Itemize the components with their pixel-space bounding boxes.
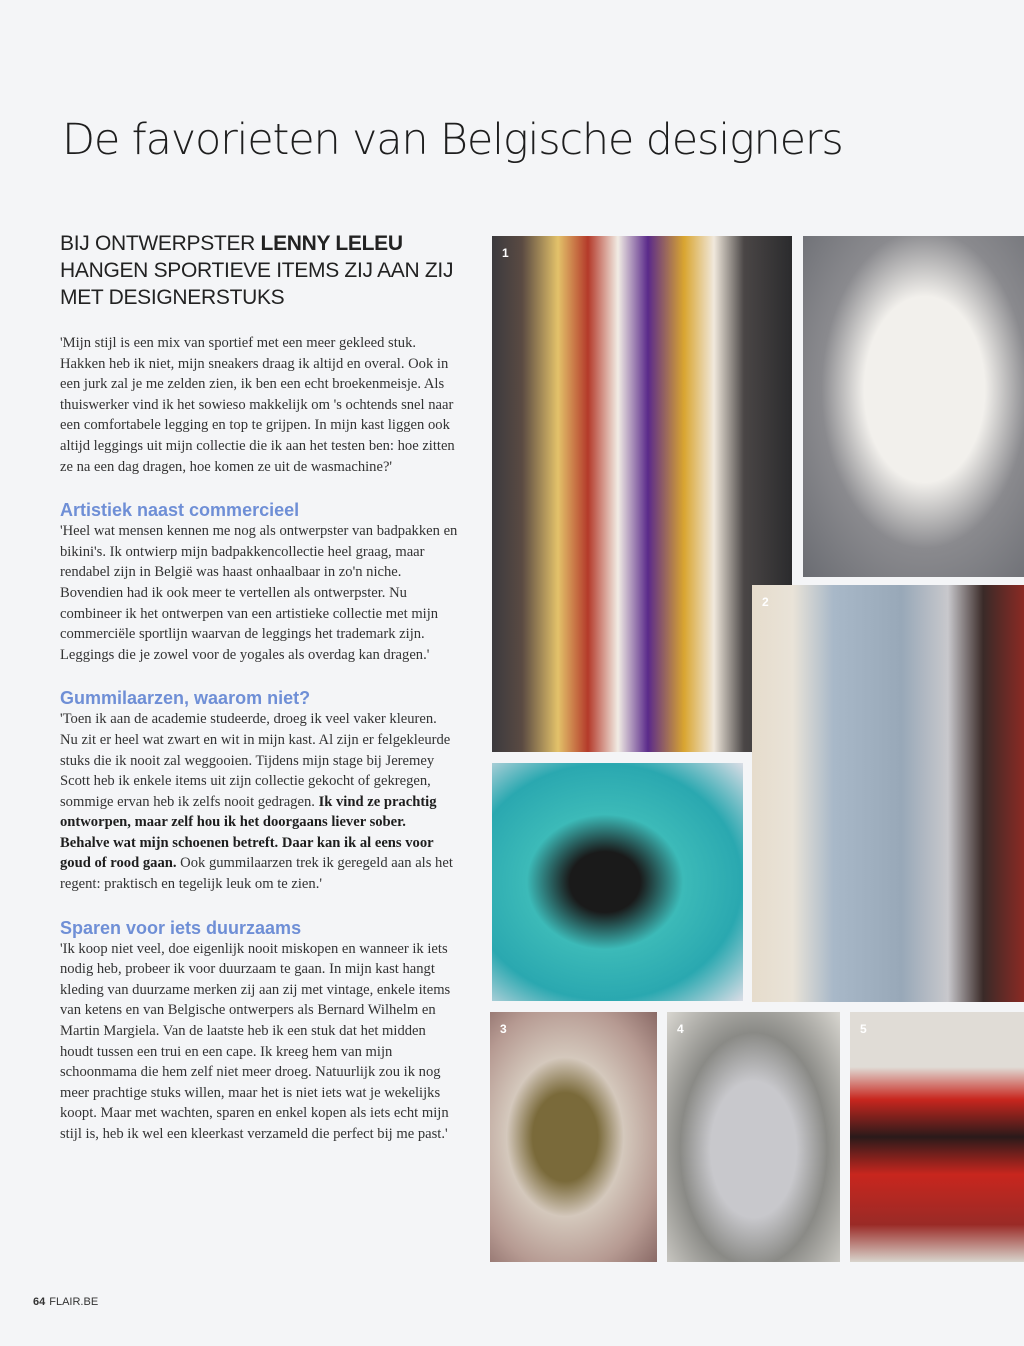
photo-plaid-shirt	[850, 1012, 1024, 1262]
photo-scarf-jacket	[492, 236, 792, 752]
site-name: FLAIR.BE	[49, 1296, 99, 1308]
section-heading: Sparen voor iets duurzaams	[60, 917, 302, 938]
text: Ook gummilaarzen trek ik geregeld aan als het regent: praktisch en tegelijk leuk om te zien.'	[60, 855, 453, 893]
paragraph: 'Heel wat mensen kennen me nog als ontwerpster van badpakken en bikini's. Ik ontwierp mijn badpakkencollectie heel graag, maar rendabel zijn in België was haast onhaalbaar in zo'n niche. Bovendien had ik ook meer te vertellen als ontwerpster. Nu combineer ik het ontwerpen van een artistieke collectie met mijn commerciële sportlijn waarvan de leggings het trademark zijn. Leggings die je zowel voor de yogales als overdag kan dragen.'	[60, 523, 458, 663]
photo-sunglasses	[492, 763, 743, 1001]
bold-text: Ik vind ze prachtig ontworpen, maar zelf hou ik het doorgaans liever sober. Behalve wat mijn schoenen betreft. Daar kan ik al eens voor goud of rood gaan.	[60, 793, 437, 872]
designer-name: LENNY LELEU	[260, 232, 403, 255]
intro-post: HANGEN SPORTIEVE ITEMS ZIJ AAN ZIJ MET DESIGNERSTUKS	[60, 259, 454, 309]
photo-artwork-wall	[803, 236, 1024, 577]
page-title: De favorieten van Belgische designers	[62, 114, 843, 165]
photo-necklace	[490, 1012, 657, 1262]
text: 'Toen ik aan de academie studeerde, droeg ik veel vaker kleuren. Nu zit er heel wat zwart en wit in mijn kast. Al zijn er felgekleurde stuks die ik nooit zal weggooien. Tijdens mijn stage bij Jeremey Scott heb ik enkele items uit zijn collectie gekocht of gekregen, sommige ervan heb ik zelfs nooit gedragen.	[60, 711, 451, 810]
photo-leather-jacket	[752, 585, 1024, 1002]
photo-number: 2	[762, 595, 769, 609]
photo-number: 1	[502, 246, 509, 260]
intro-heading	[60, 230, 460, 311]
intro-pre: BIJ ONTWERPSTER	[60, 232, 261, 255]
article-body	[60, 333, 458, 1167]
page-footer	[33, 1296, 98, 1308]
section-heading: Artistiek naast commercieel	[60, 500, 300, 521]
photo-number: 4	[677, 1022, 684, 1036]
photo-sneakers	[667, 1012, 840, 1262]
paragraph-intro: 'Mijn stijl is een mix van sportief met een meer gekleed stuk. Hakken heb ik niet, mijn sneakers draag ik altijd en overal. Ook in een jurk zal je me zelden zien, ik ben een echt broekenmeisje. Als thuiswerker vind ik het sowieso makkelijk om 's ochtends snel naar een comfortabele legging en top te grijpen. In mijn kast liggen ook altijd leggings uit mijn collectie die ik aan het testen ben: hoe zitten ze na een dag dragen, hoe komen ze uit de wasmachine?'	[60, 335, 455, 475]
page-number: 64	[33, 1296, 46, 1308]
paragraph	[60, 709, 458, 894]
photo-number: 3	[500, 1022, 507, 1036]
section-heading: Gummilaarzen, waarom niet?	[60, 688, 311, 709]
photo-number: 5	[860, 1022, 867, 1036]
paragraph: 'Ik koop niet veel, doe eigenlijk nooit miskopen en wanneer ik iets nodig heb, probeer ik voor duurzaam te gaan. In mijn kast hangt kleding van duurzame merken zij aan zij met vintage, enkele items van ketens en van Belgische ontwerpers als Bernard Wilhelm en Martin Margiela. Van de laatste heb ik een stuk dat het midden houdt tussen een trui en een cape. Ik kreeg hem van mijn schoonmama die hem zelf niet meer droeg. Natuurlijk zou ik nog meer prachtige stuks willen, maar het is niet iets wat je wekelijks koopt. Maar met wachten, sparen en enkel kopen als iets echt mijn stijl is, heb ik wel een kleerkast verzameld die perfect bij me past.'	[60, 940, 451, 1142]
